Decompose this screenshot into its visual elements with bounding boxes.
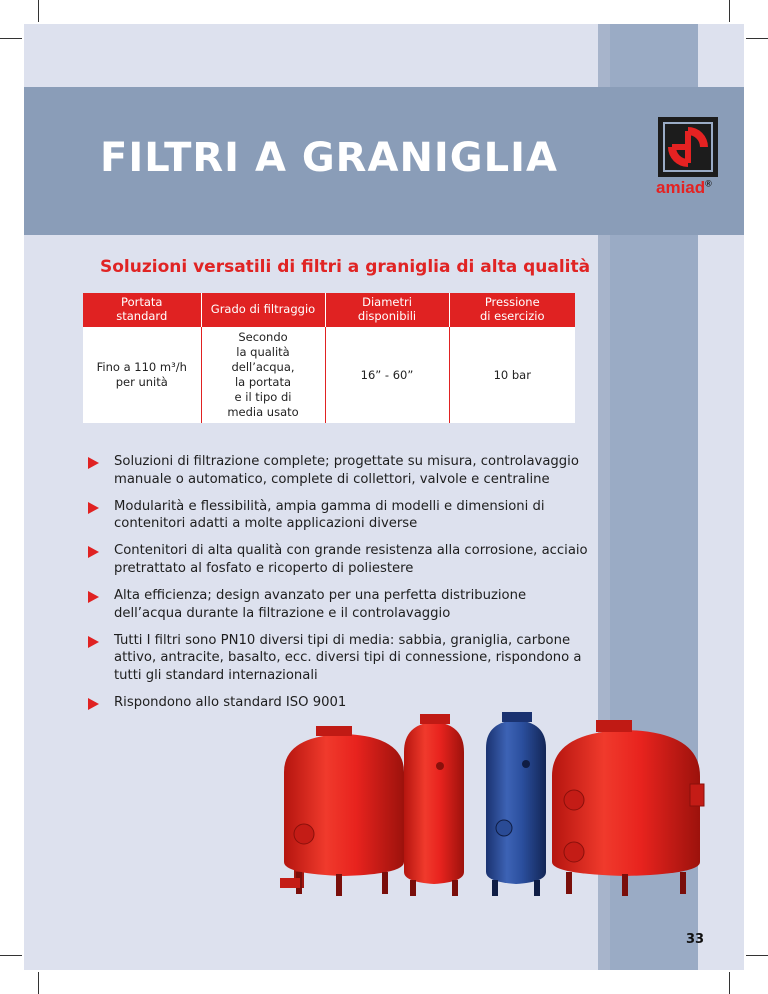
bullet-triangle-icon bbox=[88, 502, 99, 514]
filter-tanks-image bbox=[276, 712, 716, 902]
bullet-triangle-icon bbox=[88, 546, 99, 558]
red-tank-left bbox=[280, 726, 404, 896]
feature-list bbox=[88, 453, 588, 721]
bullet-triangle-icon bbox=[88, 698, 99, 710]
crop-mark bbox=[0, 955, 22, 956]
page-number: 33 bbox=[686, 932, 705, 947]
crop-mark bbox=[746, 955, 768, 956]
section-subtitle: Soluzioni versatili di filtri a graniglia di alta qualità bbox=[100, 257, 591, 277]
value-pressione: 10 bar bbox=[449, 327, 575, 423]
value-grado: Secondo la qualità dell’acqua, la portata e il tipo di media usato bbox=[201, 327, 325, 423]
spec-header-row bbox=[83, 293, 575, 327]
registered-mark: ® bbox=[705, 178, 712, 189]
crop-mark bbox=[729, 972, 730, 994]
spec-table bbox=[83, 293, 575, 423]
value-diametri: 16” - 60” bbox=[325, 327, 449, 423]
crop-mark bbox=[746, 38, 768, 39]
brand-wordmark bbox=[656, 178, 712, 198]
list-item: Rispondono allo standard ISO 9001 bbox=[88, 694, 588, 712]
red-tank-right bbox=[552, 720, 704, 896]
header-pressione: Pressione di esercizio bbox=[449, 293, 575, 327]
value-portata: Fino a 110 m³/h per unità bbox=[83, 327, 201, 423]
crop-mark bbox=[729, 0, 730, 22]
red-tank-tall bbox=[404, 714, 464, 896]
bullet-triangle-icon bbox=[88, 636, 99, 648]
blue-tank bbox=[486, 712, 546, 896]
spec-value-row bbox=[83, 327, 575, 423]
page-title: FILTRI A GRANIGLIA bbox=[100, 135, 558, 181]
list-item: Soluzioni di filtrazione complete; progettate su misura, controlavaggio manuale o automatico, complete di collettori, valvole e centraline bbox=[88, 453, 588, 489]
list-item: Tutti I filtri sono PN10 diversi tipi di media: sabbia, graniglia, carbone attivo, antracite, basalto, ecc. diversi tipi di connessione, rispondono a tutti gli standard internazionali bbox=[88, 632, 588, 685]
crop-mark bbox=[0, 38, 22, 39]
bullet-triangle-icon bbox=[88, 591, 99, 603]
crop-mark bbox=[38, 0, 39, 22]
header-diametri: Diametri disponibili bbox=[325, 293, 449, 327]
list-item: Modularità e flessibilità, ampia gamma di modelli e dimensioni di contenitori adatti a molte applicazioni diverse bbox=[88, 498, 588, 534]
brand-name: amiad bbox=[656, 178, 706, 197]
header-portata: Portata standard bbox=[83, 293, 201, 327]
header-grado: Grado di filtraggio bbox=[201, 293, 325, 327]
bullet-triangle-icon bbox=[88, 457, 99, 469]
amiad-logo-icon bbox=[658, 117, 718, 177]
crop-mark bbox=[38, 972, 39, 994]
list-item: Contenitori di alta qualità con grande resistenza alla corrosione, acciaio pretrattato al fosfato e ricoperto di poliestere bbox=[88, 542, 588, 578]
list-item: Alta efficienza; design avanzato per una perfetta distribuzione dell’acqua durante la filtrazione e il controlavaggio bbox=[88, 587, 588, 623]
